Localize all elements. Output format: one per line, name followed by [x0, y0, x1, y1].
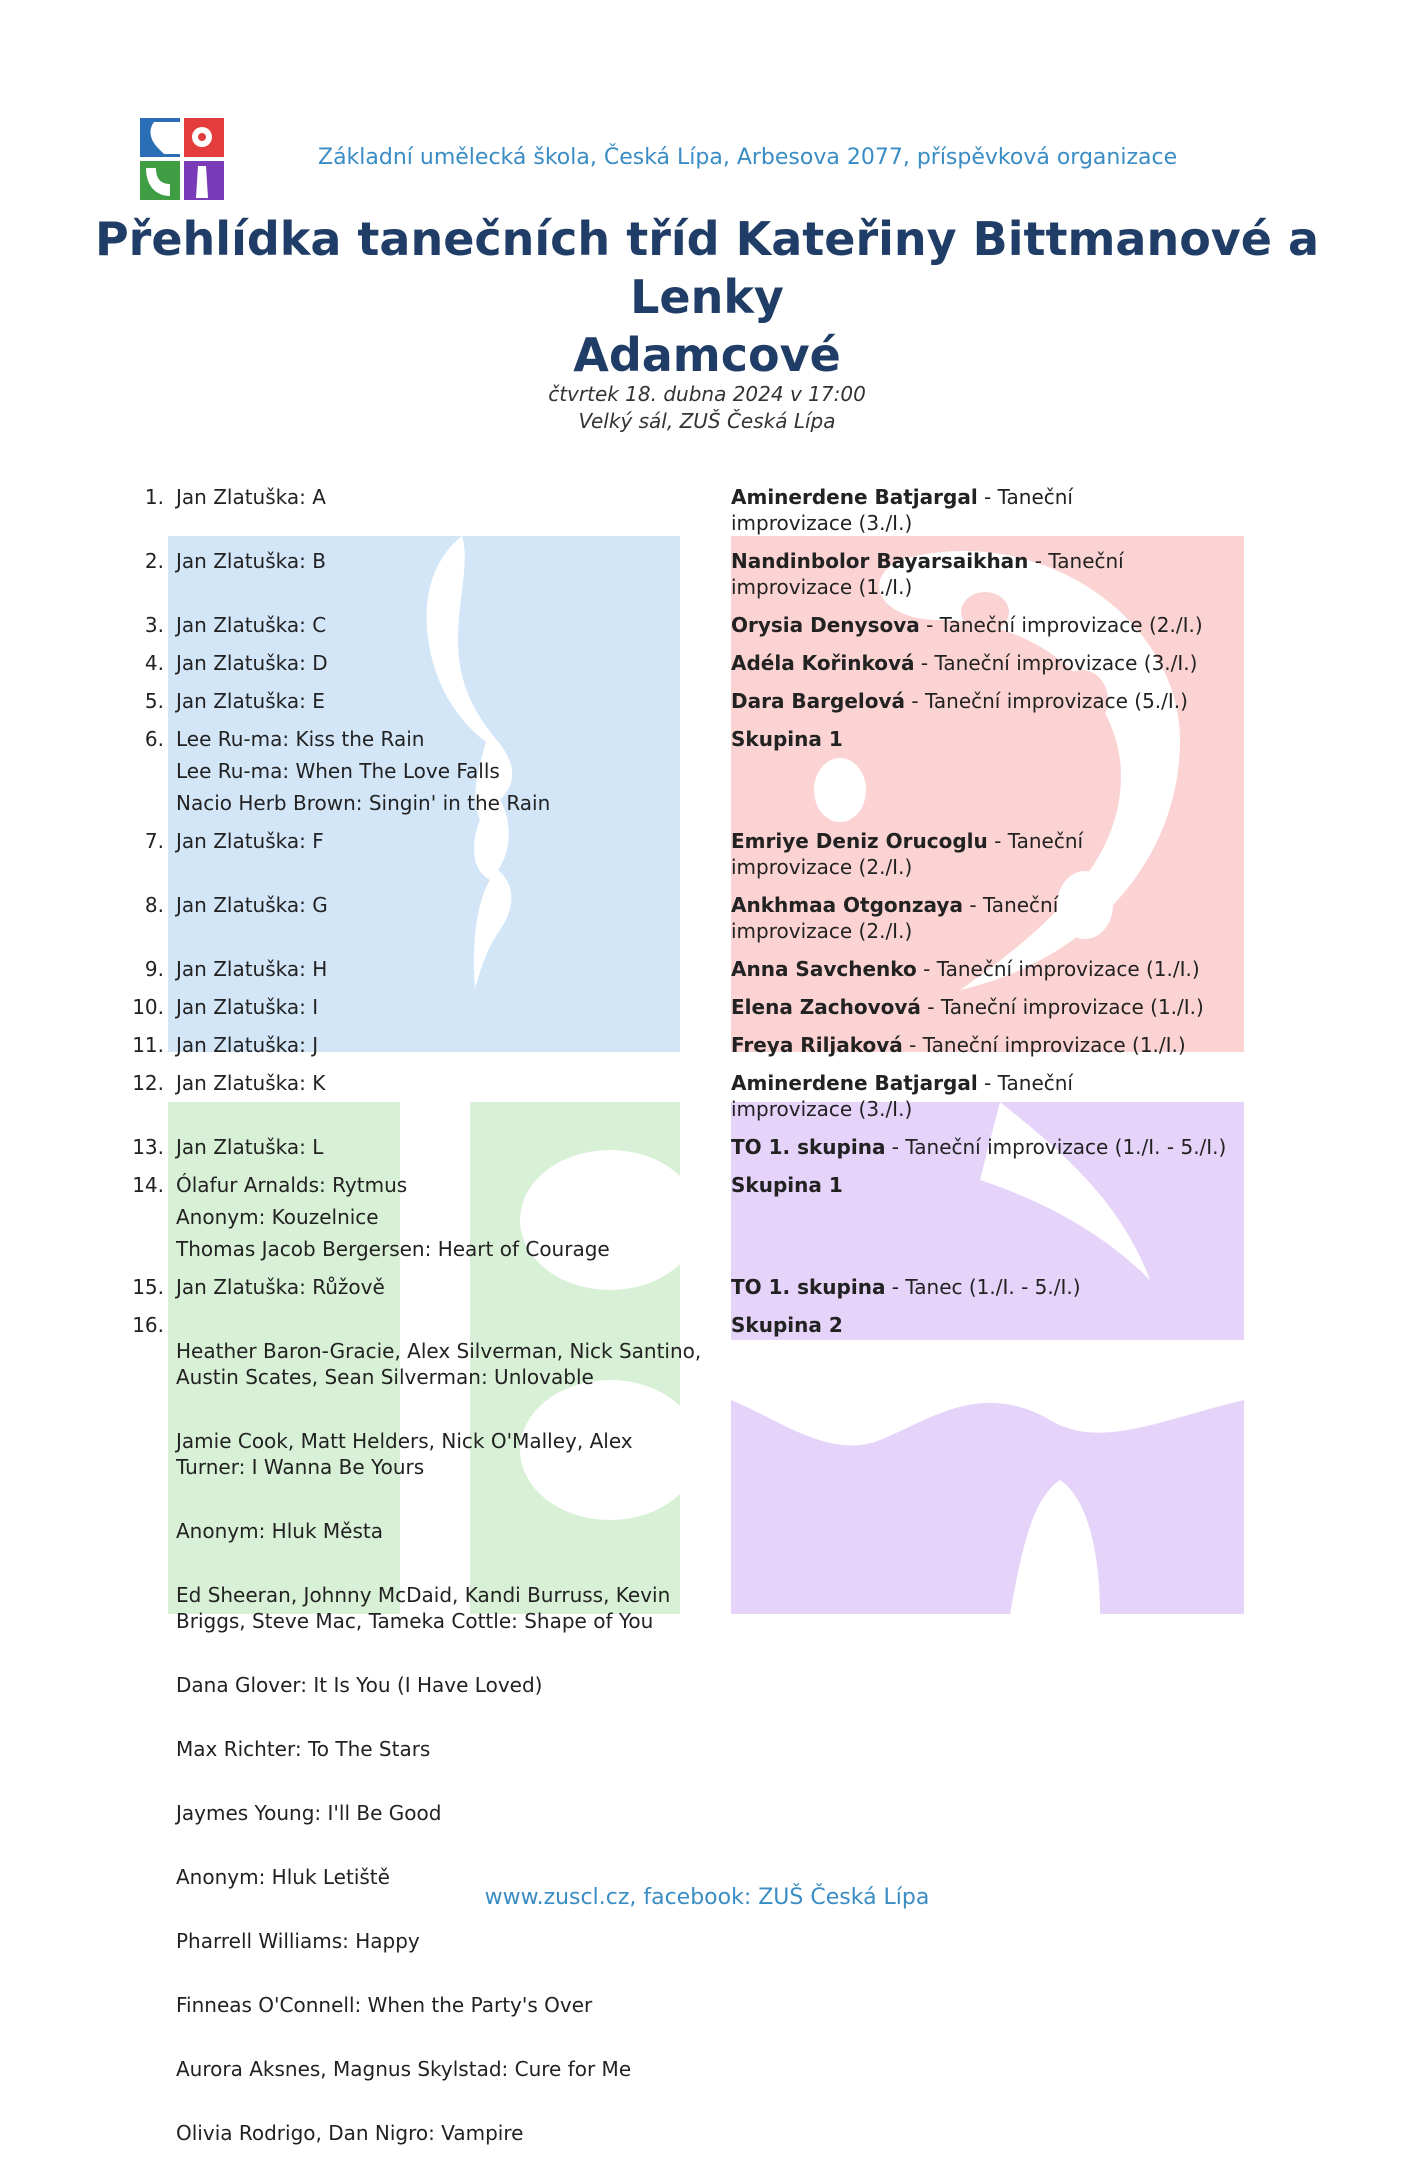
item-pieces — [176, 548, 716, 574]
performer-name: Skupina 1 — [731, 727, 843, 751]
piece: Lee Ru-ma: When The Love Falls — [176, 759, 500, 783]
item-pieces — [176, 612, 716, 638]
performer-detail: - Taneční — [1028, 549, 1124, 573]
performer-detail: - Taneční — [977, 1071, 1073, 1095]
performer-name: Elena Zachovová — [731, 995, 921, 1019]
performer-detail-line2: improvizace (3./I.) — [731, 1097, 913, 1121]
footer-links[interactable]: www.zuscl.cz, facebook: ZUŠ Česká Lípa — [484, 1885, 930, 1910]
piece: Jamie Cook, Matt Helders, Nick O'Malley, Alex Turner: I Wanna Be Yours — [176, 1429, 633, 1479]
performer-detail-line2: improvizace (2./I.) — [731, 919, 913, 943]
piece: Ólafur Arnalds: Rytmus — [176, 1173, 408, 1197]
item-number: 5. — [144, 689, 164, 713]
performer-name: Orysia Denysova — [731, 613, 920, 637]
piece: Jan Zlatuška: H — [176, 957, 328, 981]
item-pieces — [176, 1134, 716, 1160]
item-performer — [731, 892, 1251, 944]
performer-name: TO 1. skupina — [731, 1275, 886, 1299]
piece: Jan Zlatuška: J — [176, 1033, 319, 1057]
performer-detail: - Taneční — [977, 485, 1073, 509]
item-number: 15. — [132, 1275, 164, 1299]
event-date: čtvrtek 18. dubna 2024 v 17:00 — [548, 382, 866, 406]
performer-detail: - Taneční — [962, 893, 1059, 917]
item-pieces — [176, 1070, 716, 1096]
performer-detail: - Taneční improvizace (5./I.) — [905, 689, 1188, 713]
piece: Lee Ru-ma: Kiss the Rain — [176, 727, 425, 751]
item-number: 14. — [132, 1173, 164, 1197]
performer-name: Skupina 1 — [731, 1173, 843, 1197]
item-number: 13. — [132, 1135, 164, 1159]
piece: Jan Zlatuška: K — [176, 1071, 326, 1095]
item-performer — [731, 612, 1251, 638]
item-performer — [731, 688, 1251, 714]
performer-name: TO 1. skupina — [731, 1135, 886, 1159]
piece: Dana Glover: It Is You (I Have Loved) — [176, 1673, 543, 1697]
performer-detail: - Taneční improvizace (1./I.) — [902, 1033, 1186, 1057]
item-performer — [731, 1274, 1251, 1300]
item-number: 7. — [144, 829, 164, 853]
item-pieces — [176, 1032, 716, 1058]
performer-name: Emriye Deniz Orucoglu — [731, 829, 988, 853]
palette-dot-3 — [814, 758, 866, 822]
performer-detail: - Taneční improvizace (3./I.) — [914, 651, 1198, 675]
item-performer — [731, 956, 1251, 982]
item-pieces — [176, 1312, 716, 2172]
piece: Aurora Aksnes, Magnus Skylstad: Cure for Me — [176, 2057, 632, 2081]
piece: Anonym: Hluk Města — [176, 1519, 383, 1543]
item-pieces — [176, 726, 716, 816]
piece: Thomas Jacob Bergersen: Heart of Courage — [176, 1237, 610, 1261]
item-number: 8. — [144, 893, 164, 917]
item-number: 3. — [144, 613, 164, 637]
item-performer — [731, 994, 1251, 1020]
item-pieces — [176, 1274, 716, 1300]
item-performer — [731, 828, 1251, 880]
performer-name: Anna Savchenko — [731, 957, 917, 981]
item-performer — [731, 1032, 1251, 1058]
piece: Jan Zlatuška: D — [176, 651, 328, 675]
performer-name: Freya Riljaková — [731, 1033, 903, 1057]
item-performer — [731, 1070, 1251, 1122]
item-performer — [731, 1172, 1251, 1198]
item-pieces — [176, 484, 716, 510]
performer-name: Dara Bargelová — [731, 689, 906, 713]
piece: Jan Zlatuška: G — [176, 893, 328, 917]
performer-name: Adéla Kořinková — [731, 651, 915, 675]
performer-detail: - Taneční improvizace (1./I.) — [920, 995, 1204, 1019]
page-title — [60, 210, 1354, 384]
item-pieces — [176, 892, 716, 918]
item-number: 4. — [144, 651, 164, 675]
piece: Heather Baron-Gracie, Alex Silverman, Nick Santino, Austin Scates, Sean Silverman: Unlovable — [176, 1339, 702, 1389]
performer-detail-line2: improvizace (2./I.) — [731, 855, 913, 879]
item-number: 11. — [132, 1033, 164, 1057]
item-pieces — [176, 994, 716, 1020]
title-line-1: Přehlídka tanečních tříd Kateřiny Bittmanové a Lenky — [94, 212, 1320, 324]
piece: Max Richter: To The Stars — [176, 1737, 431, 1761]
title-line-2: Adamcové — [573, 328, 841, 382]
item-performer — [731, 484, 1251, 536]
performer-detail-line2: improvizace (1./I.) — [731, 575, 913, 599]
piece: Anonym: Kouzelnice — [176, 1205, 379, 1229]
school-logo — [140, 118, 224, 200]
performer-name: Aminerdene Batjargal — [731, 1071, 978, 1095]
performer-name: Ankhmaa Otgonzaya — [731, 893, 963, 917]
piece: Jan Zlatuška: A — [176, 485, 326, 509]
performer-name: Skupina 2 — [731, 1313, 843, 1337]
item-number: 1. — [144, 485, 164, 509]
piece: Jaymes Young: I'll Be Good — [176, 1801, 442, 1825]
piece: Nacio Herb Brown: Singin' in the Rain — [176, 791, 551, 815]
piece: Olivia Rodrigo, Dan Nigro: Vampire — [176, 2121, 524, 2145]
piece: Jan Zlatuška: Růžově — [176, 1275, 385, 1299]
piece: Jan Zlatuška: L — [176, 1135, 324, 1159]
performer-detail: - Taneční improvizace (1./I.) — [916, 957, 1200, 981]
performer-detail-line2: improvizace (3./I.) — [731, 511, 913, 535]
item-number: 9. — [144, 957, 164, 981]
item-number: 16. — [132, 1313, 164, 1337]
performer-detail: - Taneční improvizace (2./I.) — [919, 613, 1203, 637]
piece: Pharrell Williams: Happy — [176, 1929, 420, 1953]
item-pieces — [176, 688, 716, 714]
item-pieces — [176, 956, 716, 982]
item-pieces — [176, 828, 716, 854]
piece: Anonym: Hluk Letiště — [176, 1865, 390, 1889]
item-performer — [731, 1134, 1251, 1160]
item-number: 6. — [144, 727, 164, 751]
item-performer — [731, 1312, 1251, 1338]
performer-name: Nandinbolor Bayarsaikhan — [731, 549, 1029, 573]
piece: Finneas O'Connell: When the Party's Over — [176, 1993, 593, 2017]
performer-detail: - Taneční — [987, 829, 1084, 853]
piece: Jan Zlatuška: B — [176, 549, 326, 573]
piece: Jan Zlatuška: F — [176, 829, 324, 853]
piece: Jan Zlatuška: I — [176, 995, 319, 1019]
performer-name: Aminerdene Batjargal — [731, 485, 978, 509]
item-pieces — [176, 650, 716, 676]
piece: Jan Zlatuška: E — [176, 689, 325, 713]
piece: Jan Zlatuška: C — [176, 613, 327, 637]
item-number: 12. — [132, 1071, 164, 1095]
performer-detail: - Tanec (1./I. - 5./I.) — [885, 1275, 1081, 1299]
item-pieces — [176, 1172, 716, 1262]
item-performer — [731, 726, 1251, 752]
piece: Ed Sheeran, Johnny McDaid, Kandi Burruss, Kevin Briggs, Steve Mac, Tameka Cottle: Shape of You — [176, 1583, 671, 1633]
item-number: 10. — [132, 995, 164, 1019]
performer-detail: - Taneční improvizace (1./I. - 5./I.) — [885, 1135, 1227, 1159]
organization-name: Základní umělecká škola, Česká Lípa, Arbesova 2077, příspěvková organizace — [318, 145, 1178, 170]
item-number: 2. — [144, 549, 164, 573]
item-performer — [731, 548, 1251, 600]
event-venue: Velký sál, ZUŠ Česká Lípa — [578, 409, 836, 433]
item-performer — [731, 650, 1251, 676]
